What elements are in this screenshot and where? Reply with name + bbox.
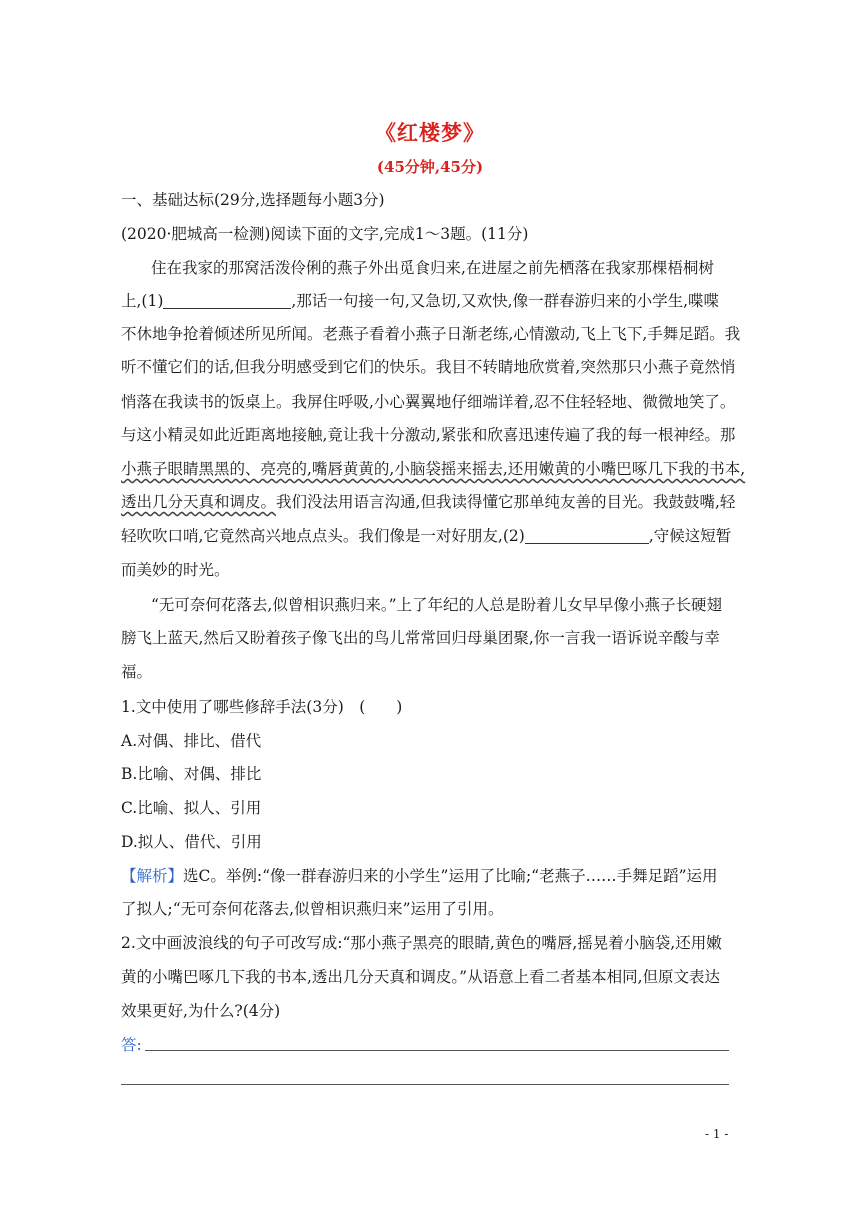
option-b: B.比喻、对偶、排比 bbox=[121, 765, 262, 783]
analysis-tag: 【解析】 bbox=[121, 867, 184, 885]
passage-line: 不休地争抢着倾述所见所闻。老燕子看着小燕子日渐老练,心情激动,飞上飞下,手舞足蹈。我 bbox=[121, 325, 741, 343]
wavy-underlined-sentence: 透出几分天真和调皮。 bbox=[121, 493, 277, 511]
wavy-underlined-sentence: 小燕子眼睛黑黑的、亮亮的,嘴唇黄黄的,小脑袋摇来摇去,还用嫩黄的小嘴巴啄几下我的书本, bbox=[121, 460, 746, 478]
question-2-stem: 效果更好,为什么?(4分) bbox=[121, 1002, 281, 1020]
passage-line: 住在我家的那窝活泼伶俐的燕子外出觅食归来,在进屋之前先栖落在我家那棵梧桐树 bbox=[151, 259, 714, 277]
fill-blank-2 bbox=[525, 527, 649, 544]
analysis-text: 选C。举例:“像一群春游归来的小学生”运用了比喻;“老燕子……手舞足蹈”运用 bbox=[183, 867, 718, 885]
time-score-subtitle: (45分钟,45分) bbox=[376, 158, 484, 176]
answer-rule-2 bbox=[121, 1084, 729, 1085]
passage-line: 与这小精灵如此近距离地接触,竟让我十分激动,紧张和欣喜迅速传遍了我的每一根神经。那 bbox=[121, 426, 736, 444]
page-number: - 1 - bbox=[705, 1127, 729, 1141]
question-2-stem: 2.文中画波浪线的句子可改写成:“那小燕子黑亮的眼睛,黄色的嘴唇,摇晃着小脑袋,还用嫩 bbox=[121, 934, 722, 952]
option-c: C.比喻、拟人、引用 bbox=[121, 799, 262, 817]
answer-label: 答: bbox=[121, 1036, 142, 1054]
answer-rule-1 bbox=[145, 1050, 729, 1051]
question-1-stem: 1.文中使用了哪些修辞手法(3分) ( ) bbox=[121, 698, 403, 716]
passage-line bbox=[121, 491, 735, 513]
passage-text: 我们没法用语言沟通,但我读得懂它那单纯友善的目光。我鼓鼓嘴,轻 bbox=[276, 493, 736, 511]
passage-line: 而美妙的时光。 bbox=[121, 561, 230, 579]
option-a: A.对偶、排比、借代 bbox=[121, 732, 262, 750]
analysis-line: 了拟人;“无可奈何花落去,似曾相识燕归来”运用了引用。 bbox=[121, 900, 504, 918]
passage-line bbox=[121, 525, 731, 547]
passage-text: 轻吹吹口哨,它竟然高兴地点点头。我们像是一对好朋友,(2) bbox=[121, 527, 525, 545]
passage-line: 悄落在我读书的饭桌上。我屏住呼吸,小心翼翼地仔细端详着,忍不住轻轻地、微微地笑了。 bbox=[121, 393, 736, 411]
passage-text: 上,(1) bbox=[121, 292, 164, 310]
answer-line bbox=[121, 1034, 142, 1056]
question-2-stem: 黄的小嘴巴啄几下我的书本,透出几分天真和调皮。”从语意上看二者基本相同,但原文表达 bbox=[121, 968, 721, 986]
passage-line: 听不懂它们的话,但我分明感受到它们的快乐。我目不转睛地欣赏着,突然那只小燕子竟然悄 bbox=[121, 358, 736, 376]
passage-text: ,那话一句接一句,又急切,又欢快,像一群春游归来的小学生,喋喋 bbox=[291, 292, 720, 310]
passage-line-wavy bbox=[121, 458, 745, 480]
passage-line: 福。 bbox=[121, 663, 153, 681]
analysis-line bbox=[121, 865, 718, 887]
passage-line: 膀飞上蓝天,然后又盼着孩子像飞出的鸟儿常常回归母巢团聚,你一言我一语诉说辛酸与幸 bbox=[121, 629, 720, 647]
section-header: 一、基础达标(29分,选择题每小题3分) bbox=[121, 191, 385, 209]
passage-line: “无可奈何花落去,似曾相识燕归来。”上了年纪的人总是盼着儿女早早像小燕子长硬翅 bbox=[151, 596, 723, 614]
option-d: D.拟人、借代、引用 bbox=[121, 833, 262, 851]
page-title: 《红楼梦》 bbox=[375, 120, 485, 145]
fill-blank-1 bbox=[163, 292, 291, 309]
passage-text: ,守候这短暂 bbox=[648, 527, 732, 545]
passage-line bbox=[121, 290, 719, 312]
source-line: (2020·肥城高一检测)阅读下面的文字,完成1～3题。(11分) bbox=[121, 225, 529, 243]
